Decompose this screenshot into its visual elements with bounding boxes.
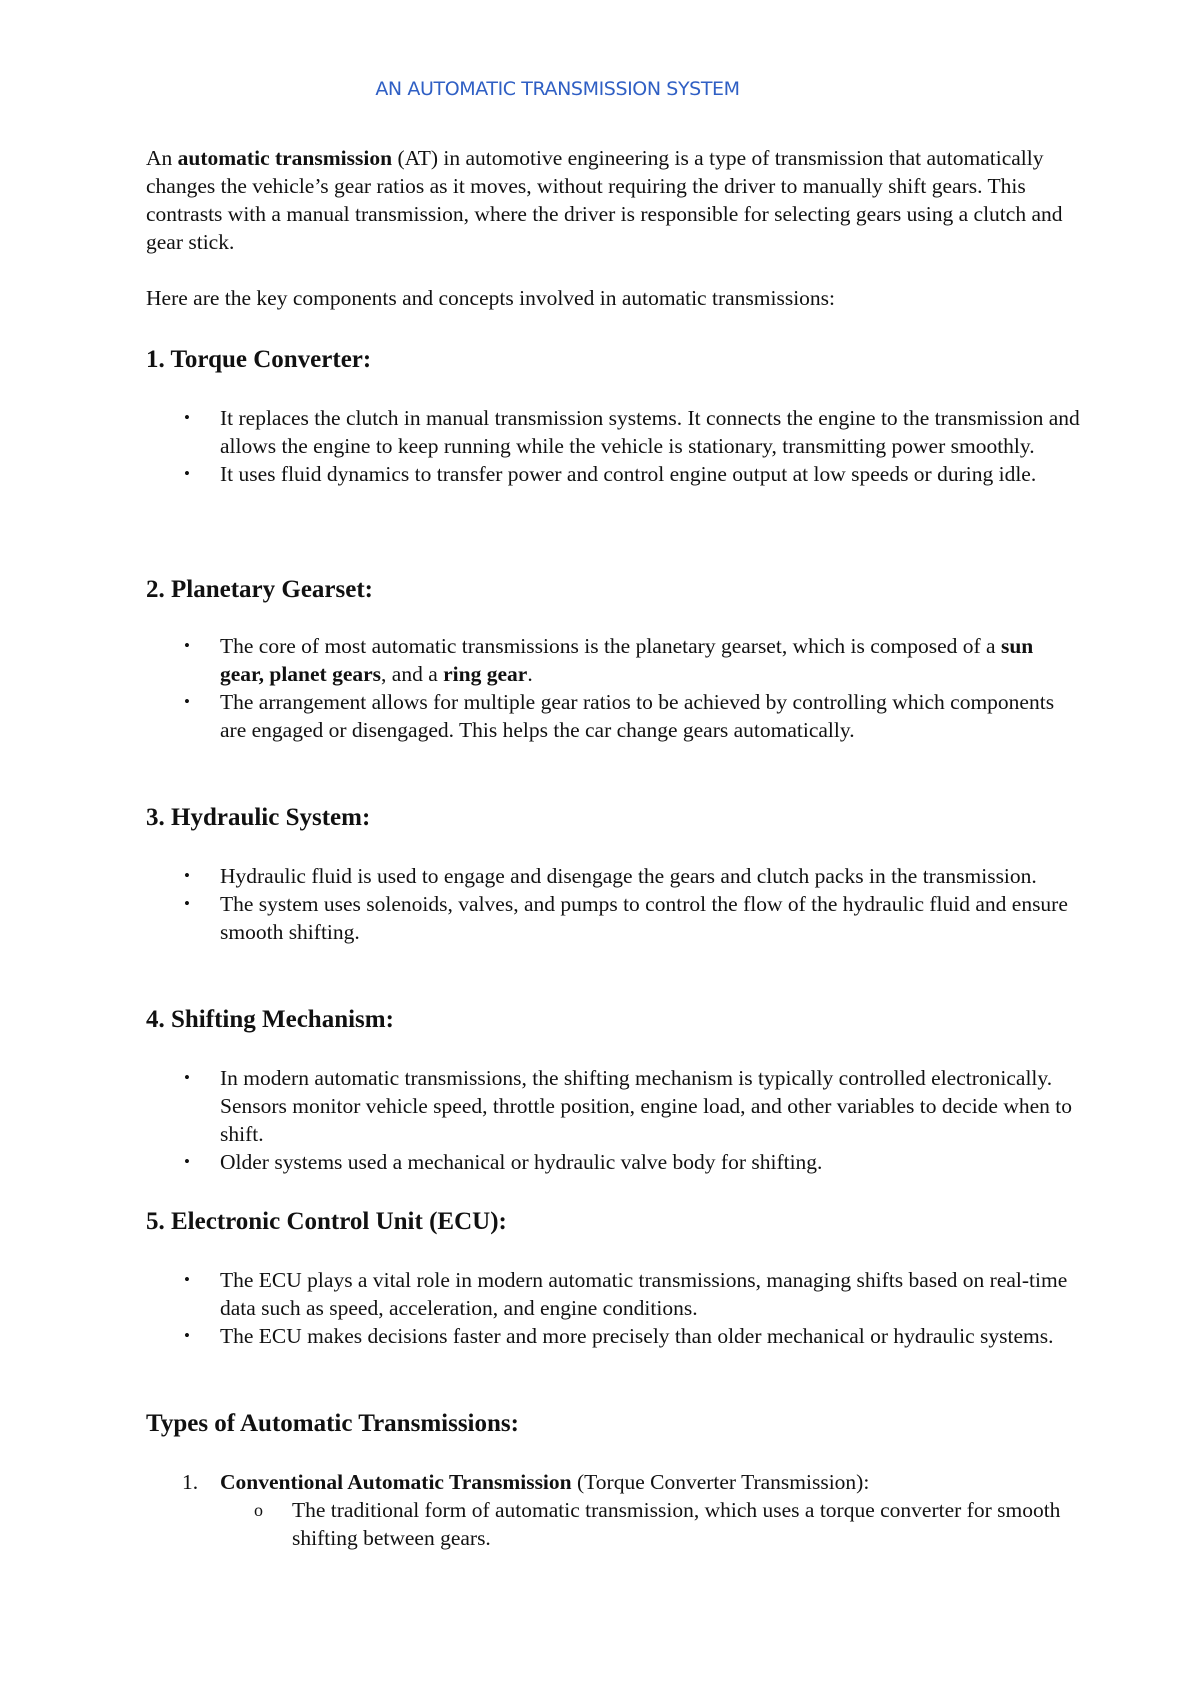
ecu-list [0,1266,1080,1350]
list-item: • The ECU makes decisions faster and more precisely than older mechanical or hydraulic systems. [184,1324,1054,1348]
section-heading-types: Types of Automatic Transmissions: [146,1410,519,1437]
list-item: • Older systems used a mechanical or hydraulic valve body for shifting. [184,1150,823,1174]
bullet-icon: • [184,636,190,655]
item-qualifier: (Torque Converter Transmission): [571,1470,870,1494]
bullet-icon: • [184,866,190,885]
bullet-icon: • [184,1270,190,1289]
sub-list-item [254,1496,1074,1552]
item-name: Conventional Automatic Transmission [220,1470,572,1494]
bullet-icon: • [184,464,190,483]
circle-bullet-icon: o [254,1500,263,1520]
list-item: • Hydraulic fluid is used to engage and disengage the gears and clutch packs in the transmission. [184,864,1037,888]
sub-item-text: The traditional form of automatic transmission, which uses a torque converter for smooth shifting between gears. [292,1498,1061,1550]
intro-bold-term: automatic transmission [177,146,393,170]
section-heading-ecu: 5. Electronic Control Unit (ECU): [146,1208,507,1235]
shifting-mechanism-list [0,1064,1080,1176]
bullet-icon: • [184,692,190,711]
intro-text-rest: (AT) in automotive engineering is a type of transmission that automatically changes the vehicle’s gear ratios as it moves, without requiring the driver to manually shift gears. This contrasts with a manual transmission, where the driver is responsible for selecting gears using a clutch and gear stick. [146,146,1063,254]
list-item: • It replaces the clutch in manual transmission systems. It connects the engine to the transmission and allows the engine to keep running while the vehicle is stationary, transmitting power smoothly. [184,406,1080,458]
intro-paragraph [146,144,1086,256]
section-heading-planetary-gearset: 2. Planetary Gearset: [146,576,374,603]
bullet-icon: • [184,1326,190,1345]
list-item: • The system uses solenoids, valves, and pumps to control the flow of the hydraulic fluid and ensure smooth shifting. [184,892,1068,944]
section-heading-torque-converter: 1. Torque Converter: [146,346,372,373]
bullet-icon: • [184,1068,190,1087]
section-heading-hydraulic-system: 3. Hydraulic System: [146,804,371,831]
list-item: • In modern automatic transmissions, the shifting mechanism is typically controlled electronically. Sensors monitor vehicle speed, throttle position, engine load, and other variables to decide when to shift. [184,1066,1073,1146]
torque-converter-list [0,404,1080,488]
intro-lead-paragraph: Here are the key components and concepts involved in automatic transmissions: [146,286,836,310]
bullet-icon: • [184,894,190,913]
numbered-item [182,1468,869,1496]
bullet-icon: • [184,1152,190,1171]
item-number: 1. [182,1470,199,1494]
planetary-gearset-list [0,632,1080,744]
list-item: • The core of most automatic transmissions is the planetary gearset, which is composed of a sun gear, planet gears, and a ring gear. [184,634,1034,686]
bullet-icon: • [184,408,190,427]
list-item: • The ECU plays a vital role in modern automatic transmissions, managing shifts based on real-time data such as speed, acceleration, and engine conditions. [184,1268,1068,1320]
document-title: AN AUTOMATIC TRANSMISSION SYSTEM [375,78,740,100]
hydraulic-system-list [0,862,1080,946]
intro-text-start: An [146,146,178,170]
list-item: • It uses fluid dynamics to transfer power and control engine output at low speeds or during idle. [184,462,1037,486]
section-heading-shifting-mechanism: 4. Shifting Mechanism: [146,1006,394,1033]
list-item: • The arrangement allows for multiple gear ratios to be achieved by controlling which components are engaged or disengaged. This helps the car change gears automatically. [184,690,1055,742]
